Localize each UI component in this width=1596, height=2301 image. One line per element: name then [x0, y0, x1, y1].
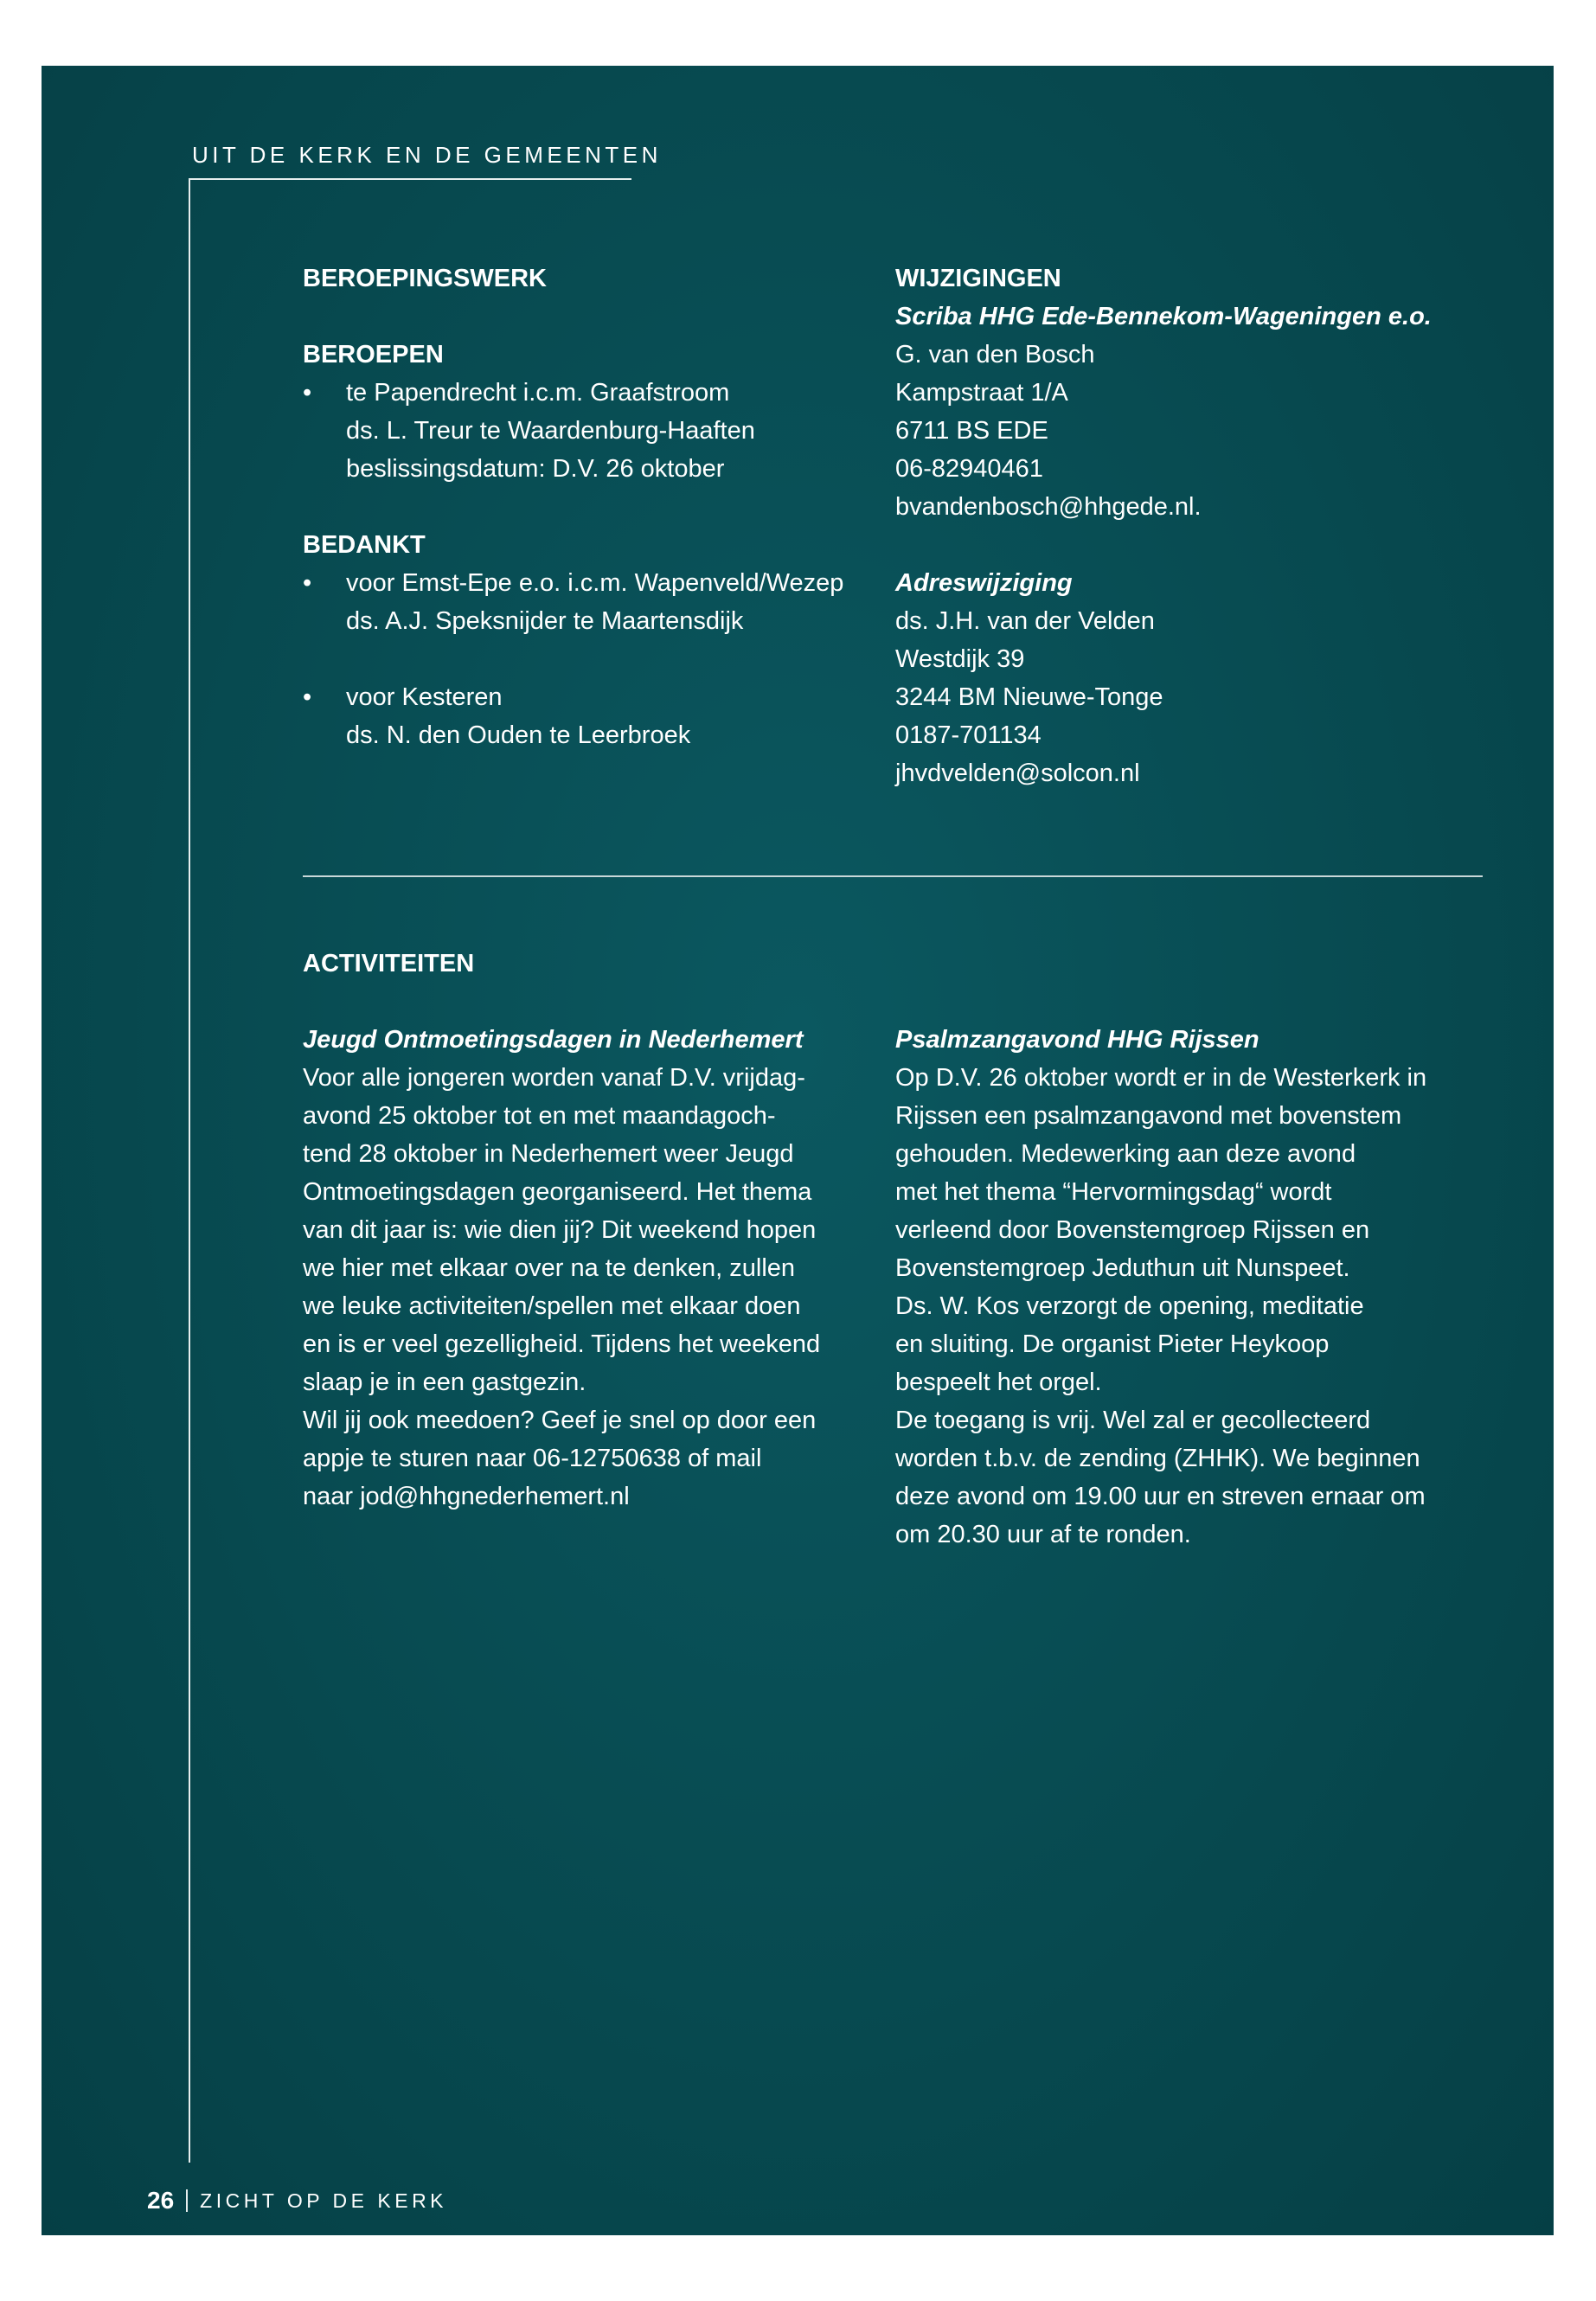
scriba-postcode: 6711 BS EDE: [895, 417, 1048, 445]
vertical-margin-rule: [189, 178, 190, 2163]
activity-jeugd: [303, 1021, 891, 1516]
item-line: beslissingsdatum: D.V. 26 oktober: [346, 455, 725, 483]
text-line: Wil jij ook meedoen? Geef je snel op door een: [303, 1407, 817, 1434]
text-line: verleend door Bovenstemgroep Rijssen en: [895, 1216, 1370, 1244]
beroepingswerk-heading: BEROEPINGSWERK: [303, 265, 547, 292]
adres-email: jhvdvelden@solcon.nl: [895, 760, 1140, 787]
adres-postcode: 3244 BM Nieuwe-Tonge: [895, 683, 1163, 711]
text-line: van dit jaar is: wie dien jij? Dit weekend hopen: [303, 1216, 817, 1244]
activity-psalmzang: [895, 1021, 1518, 1554]
item-line: voor Emst-Epe e.o. i.c.m. Wapenveld/Wezep: [346, 569, 844, 597]
scriba-heading: Scriba HHG Ede-Bennekom-Wageningen e.o.: [895, 303, 1432, 330]
header-underline: [189, 178, 631, 180]
footer-separator: [186, 2189, 188, 2212]
activity-title: Jeugd Ontmoetingsdagen in Nederhemert: [303, 1026, 804, 1054]
scriba-street: Kampstraat 1/A: [895, 379, 1068, 407]
text-line: Voor alle jongeren worden vanaf D.V. vrijdag-: [303, 1064, 805, 1092]
text-line: tend 28 oktober in Nederhemert weer Jeugd: [303, 1140, 794, 1168]
text-line: Ontmoetingsdagen georganiseerd. Het thema: [303, 1178, 812, 1206]
text-line: avond 25 oktober tot en met maandagoch-: [303, 1102, 776, 1130]
adreswijziging-heading: Adreswijziging: [895, 569, 1073, 597]
text-line: we leuke activiteiten/spellen met elkaar doen: [303, 1292, 801, 1320]
bullet: •: [303, 683, 312, 711]
text-line: we hier met elkaar over na te denken, zullen: [303, 1254, 796, 1282]
item-line: voor Kesteren: [346, 683, 503, 711]
text-line: bespeelt het orgel.: [895, 1368, 1102, 1396]
scriba-phone: 06-82940461: [895, 455, 1043, 483]
text-line: Op D.V. 26 oktober wordt er in de Westerkerk in: [895, 1064, 1427, 1092]
adres-street: Westdijk 39: [895, 645, 1025, 673]
page-panel: [42, 66, 1554, 2235]
activiteiten-heading: ACTIVITEITEN: [303, 950, 475, 977]
text-line: deze avond om 19.00 uur en streven ernaar om: [895, 1483, 1426, 1510]
wijzigingen-column: [895, 260, 1518, 792]
text-line: Bovenstemgroep Jeduthun uit Nunspeet.: [895, 1254, 1350, 1282]
text-line: naar jod@hhgnederhemert.nl: [303, 1483, 630, 1510]
text-line: De toegang is vrij. Wel zal er gecollecteerd: [895, 1407, 1371, 1434]
page-number: 26: [147, 2187, 175, 2214]
wijzigingen-heading: WIJZIGINGEN: [895, 265, 1061, 292]
bedankt-heading: BEDANKT: [303, 531, 426, 559]
bedankt-item: [303, 564, 891, 640]
item-line: te Papendrecht i.c.m. Graafstroom: [346, 379, 730, 407]
adres-phone: 0187-701134: [895, 721, 1042, 749]
text-line: gehouden. Medewerking aan deze avond: [895, 1140, 1356, 1168]
beroepen-item: [303, 374, 891, 488]
page-footer: [147, 2187, 447, 2214]
item-line: ds. L. Treur te Waardenburg-Haaften: [346, 417, 755, 445]
scriba-email: bvandenbosch@hhgede.nl.: [895, 493, 1202, 521]
section-header: UIT DE KERK EN DE GEMEENTEN: [192, 142, 662, 168]
magazine-title: ZICHT OP DE KERK: [200, 2189, 448, 2212]
item-line: ds. N. den Ouden te Leerbroek: [346, 721, 691, 749]
text-line: en sluiting. De organist Pieter Heykoop: [895, 1330, 1330, 1358]
beroepen-heading: BEROEPEN: [303, 341, 444, 369]
scriba-name: G. van den Bosch: [895, 341, 1095, 369]
bedankt-item: [303, 678, 891, 754]
beroepingswerk-column: [303, 260, 891, 754]
text-line: en is er veel gezelligheid. Tijdens het weekend: [303, 1330, 821, 1358]
bullet: •: [303, 379, 312, 407]
item-line: ds. A.J. Speksnijder te Maartensdijk: [346, 607, 744, 635]
text-line: Ds. W. Kos verzorgt de opening, meditatie: [895, 1292, 1364, 1320]
section-divider: [303, 875, 1483, 877]
text-line: met het thema “Hervormingsdag“ wordt: [895, 1178, 1332, 1206]
adres-name: ds. J.H. van der Velden: [895, 607, 1155, 635]
text-line: appje te sturen naar 06-12750638 of mail: [303, 1445, 762, 1472]
text-line: slaap je in een gastgezin.: [303, 1368, 586, 1396]
activity-title: Psalmzangavond HHG Rijssen: [895, 1026, 1259, 1054]
activiteiten-header: [303, 945, 891, 983]
text-line: Rijssen een psalmzangavond met bovenstem: [895, 1102, 1402, 1130]
text-line: worden t.b.v. de zending (ZHHK). We beginnen: [895, 1445, 1420, 1472]
bullet: •: [303, 569, 312, 597]
text-line: om 20.30 uur af te ronden.: [895, 1521, 1191, 1548]
